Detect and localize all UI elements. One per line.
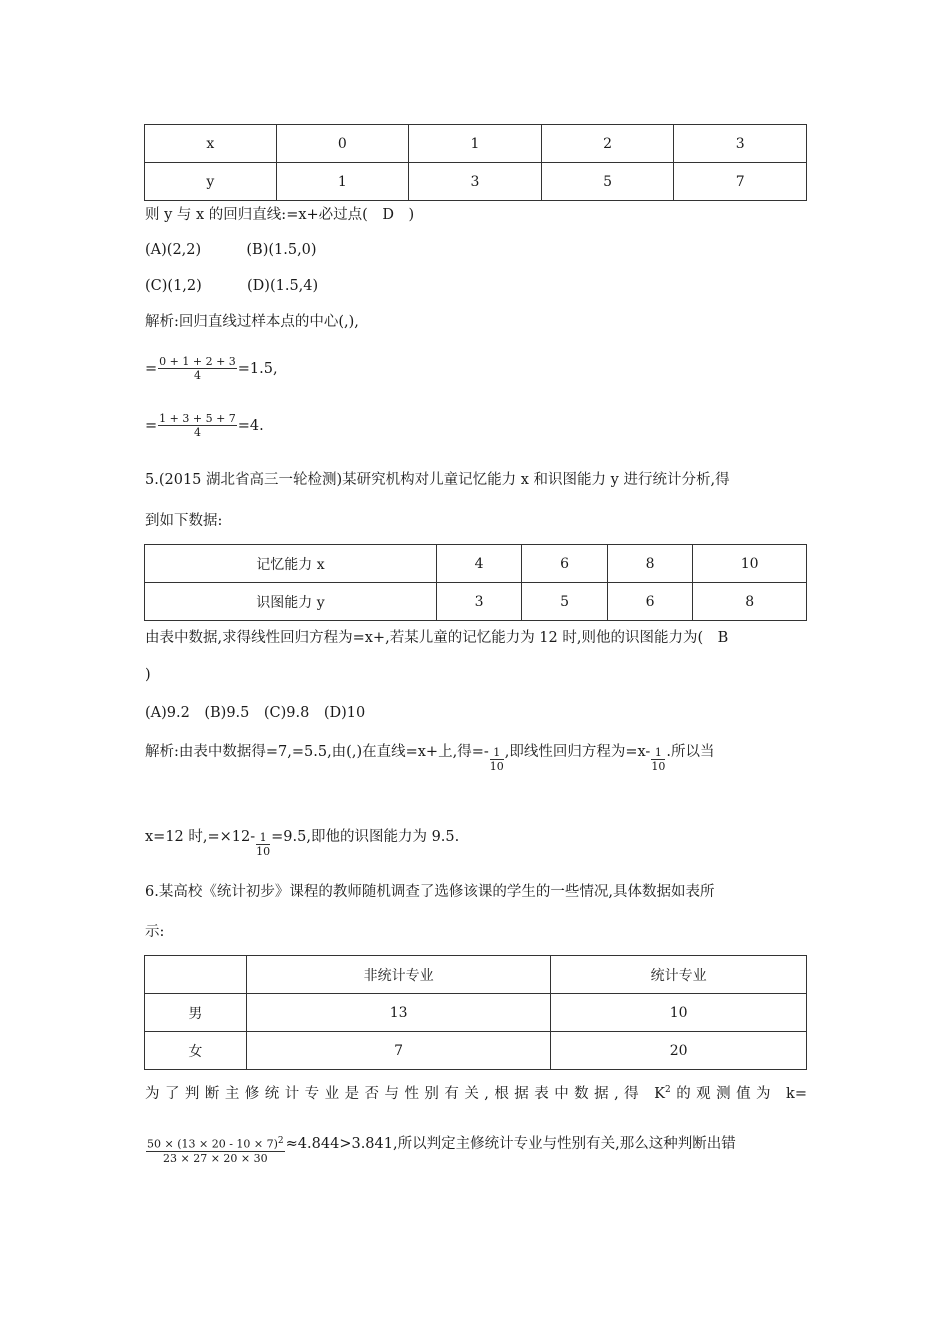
- formula-text: =4.: [237, 418, 264, 434]
- analysis-text: x=12 时,=×12-: [145, 829, 256, 845]
- table-row: [145, 545, 807, 583]
- formula-text: =1.5,: [237, 361, 278, 377]
- table-cell: 0: [276, 125, 409, 163]
- fraction-numerator: 1 + 3 + 5 + 7: [159, 412, 236, 425]
- fraction: [490, 746, 504, 774]
- table-cell: 统计专业: [551, 956, 807, 994]
- fraction: [158, 412, 237, 440]
- fraction: [158, 355, 237, 383]
- fraction-numerator: 1: [651, 746, 665, 760]
- table-cell: 3: [409, 163, 542, 201]
- q5-question-line1: 由表中数据,求得线性回归方程为=x+,若某儿童的记忆能力为 12 时,则他的识图能力为( B: [145, 630, 729, 646]
- numerator-text: 50 × (13 × 20 - 10 × 7): [147, 1138, 278, 1151]
- table-cell: 6: [522, 545, 607, 583]
- q5-question-line2: ): [145, 667, 151, 683]
- table-cell: y: [145, 163, 277, 201]
- table-cell: 记忆能力 x: [145, 545, 437, 583]
- q4-ybar-formula: [145, 412, 264, 440]
- table-row: [145, 163, 807, 201]
- table-row: [145, 994, 807, 1032]
- table-cell: 2: [541, 125, 674, 163]
- table-cell: 3: [436, 583, 521, 621]
- fraction-numerator: 1: [490, 746, 504, 760]
- q6-text-line1: [145, 1080, 807, 1104]
- table-cell: 3: [674, 125, 807, 163]
- table-row: [145, 125, 807, 163]
- superscript: 2: [665, 1085, 671, 1095]
- table-cell: 5: [541, 163, 674, 201]
- q4-option-c: (C)(1,2): [145, 278, 202, 294]
- analysis-text: ,即线性回归方程为=x-: [504, 744, 651, 760]
- fraction: [256, 831, 270, 859]
- q4-options-ab: [145, 240, 317, 260]
- q4-option-d: (D)(1.5,4): [247, 278, 319, 294]
- analysis-text: .所以当: [666, 744, 715, 760]
- table-cell: 13: [246, 994, 551, 1032]
- table-cell: 7: [246, 1032, 551, 1070]
- formula-text: =: [145, 361, 158, 377]
- fraction-denominator: 4: [193, 369, 201, 382]
- q4-option-a: (A)(2,2): [145, 242, 202, 258]
- table-cell: 1: [276, 163, 409, 201]
- table-cell: 4: [436, 545, 521, 583]
- table-cell: 10: [693, 545, 807, 583]
- memory-recognition-table: [144, 544, 807, 621]
- gender-major-table: [144, 955, 807, 1070]
- xy-data-table: [144, 124, 807, 201]
- fraction-numerator: 0 + 1 + 2 + 3: [159, 355, 236, 368]
- table-cell: 识图能力 y: [145, 583, 437, 621]
- q4-stem: 则 y 与 x 的回归直线:=x+必过点( D ): [145, 207, 415, 223]
- table-cell: 7: [674, 163, 807, 201]
- q5-options: (A)9.2 (B)9.5 (C)9.8 (D)10: [145, 705, 366, 721]
- q5-stem-line2: 到如下数据:: [145, 513, 223, 529]
- fraction-numerator: 1: [256, 831, 270, 845]
- table-cell: x: [145, 125, 277, 163]
- fraction-denominator: 23 × 27 × 20 × 30: [163, 1152, 268, 1165]
- table-cell: 1: [409, 125, 542, 163]
- q4-options-cd: [145, 276, 318, 296]
- q5-analysis-line1: [145, 742, 714, 774]
- fraction: [651, 746, 665, 774]
- table-row: [145, 956, 807, 994]
- q4-analysis: 解析:回归直线过样本点的中心(,),: [145, 314, 359, 330]
- fraction-denominator: 4: [193, 426, 201, 439]
- table-cell: 8: [607, 545, 692, 583]
- fraction: [146, 1135, 285, 1166]
- q6-stem-line1: 6.某高校《统计初步》课程的教师随机调查了选修该课的学生的一些情况,具体数据如表所: [145, 884, 715, 900]
- q4-option-b: (B)(1.5,0): [246, 242, 317, 258]
- table-cell: 非统计专业: [246, 956, 551, 994]
- table-cell: 8: [693, 583, 807, 621]
- table-cell: 5: [522, 583, 607, 621]
- body-text: 为了判断主修统计专业是否与性别有关,根据表中数据,得 K: [145, 1085, 666, 1102]
- q6-text-line2: [145, 1134, 736, 1166]
- table-row: [145, 583, 807, 621]
- fraction-numerator: [146, 1135, 285, 1152]
- body-text: ≈4.844>3.841,所以判定主修统计专业与性别有关,那么这种判断出错: [285, 1136, 736, 1152]
- analysis-text: 解析:由表中数据得=7,=5.5,由(,)在直线=x+上,得=-: [145, 744, 489, 760]
- fraction-denominator: 10: [651, 760, 666, 773]
- fraction-denominator: 10: [256, 845, 271, 858]
- table-cell: 6: [607, 583, 692, 621]
- q5-analysis-line2: [145, 827, 459, 859]
- fraction-denominator: 10: [489, 760, 504, 773]
- body-text: 的观测值为 k=: [670, 1085, 807, 1102]
- formula-text: =: [145, 418, 158, 434]
- q6-stem-line2: 示:: [145, 924, 165, 940]
- analysis-text: =9.5,即他的识图能力为 9.5.: [271, 829, 460, 845]
- table-cell: 20: [551, 1032, 807, 1070]
- table-cell: 女: [145, 1032, 247, 1070]
- table-cell: 10: [551, 994, 807, 1032]
- table-cell: 男: [145, 994, 247, 1032]
- superscript: 2: [277, 1136, 284, 1147]
- table-row: [145, 1032, 807, 1070]
- q5-stem-line1: 5.(2015 湖北省高三一轮检测)某研究机构对儿童记忆能力 x 和识图能力 y 进行统计分析,得: [145, 472, 730, 488]
- table-cell: [145, 956, 247, 994]
- q4-xbar-formula: [145, 355, 278, 383]
